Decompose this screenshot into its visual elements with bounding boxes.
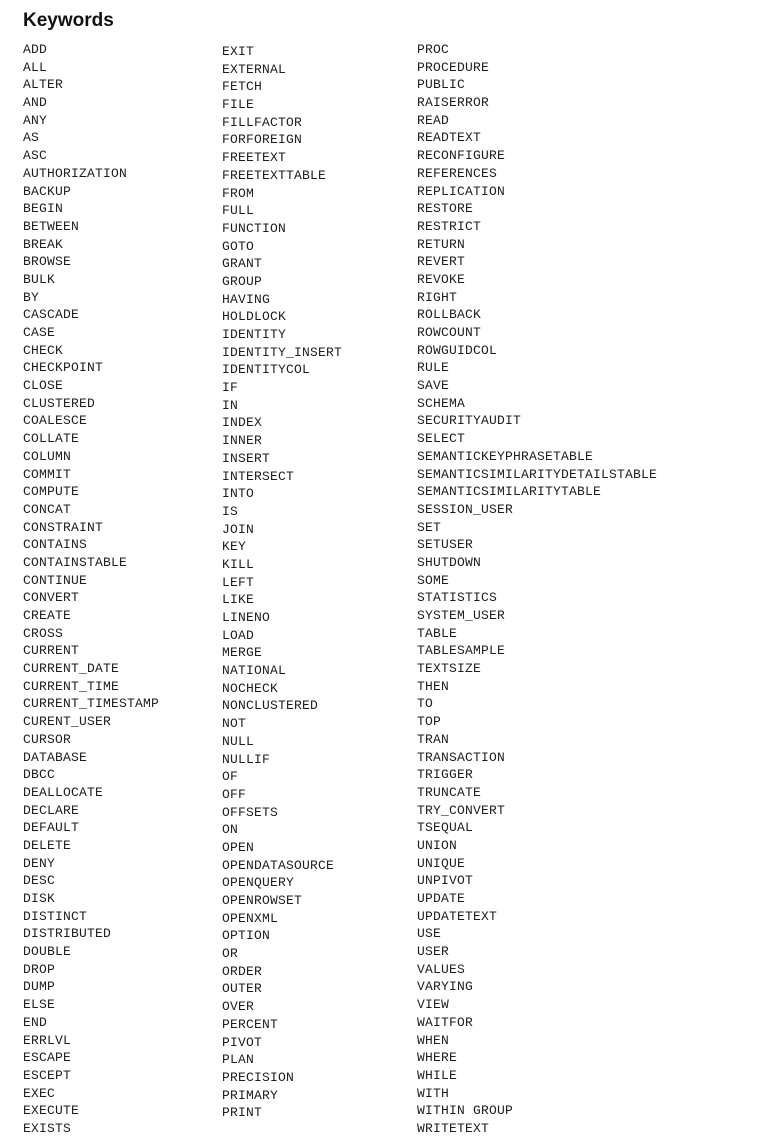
keyword-item: SHUTDOWN	[417, 554, 482, 570]
keyword-item: RETURN	[417, 236, 466, 252]
keyword-item: SETUSER	[417, 537, 474, 553]
keyword-item: FUNCTION	[222, 220, 287, 236]
keyword-item: SEMANTICSIMILARITYTABLE	[417, 484, 602, 500]
keyword-item: EXECUTE	[23, 1103, 80, 1119]
keyword-item: FREETEXTTABLE	[222, 167, 327, 183]
keyword-item: PRIMARY	[222, 1087, 279, 1103]
keyword-item: WITH	[417, 1085, 450, 1101]
keyword-item: ALL	[23, 59, 48, 75]
keyword-item: RECONFIGURE	[417, 148, 506, 164]
keyword-item: TRY_CONVERT	[417, 802, 506, 818]
keyword-item: FORFOREIGN	[222, 132, 303, 148]
keyword-item: DROP	[23, 961, 56, 977]
keyword-item: CHECKPOINT	[23, 360, 104, 376]
keyword-item: CREATE	[23, 608, 72, 623]
keyword-item: OPENQUERY	[222, 875, 295, 891]
keyword-item: IDENTITYCOL	[222, 362, 311, 378]
keyword-item: ESCEPT	[23, 1067, 72, 1083]
keyword-item: LEFT	[222, 574, 255, 590]
keyword-item: VIEW	[417, 997, 450, 1013]
keyword-item: TEXTSIZE	[417, 661, 482, 677]
keyword-item: IDENTITY_INSERT	[222, 344, 343, 360]
keyword-column-2	[222, 43, 342, 1122]
keyword-item: CLOSE	[23, 378, 64, 394]
keyword-item: IF	[222, 380, 239, 396]
keyword-item: DEFAULT	[23, 820, 80, 836]
keyword-item: OPENDATASOURCE	[222, 857, 335, 873]
keyword-item: FILLFACTOR	[222, 114, 303, 130]
keyword-item: JOIN	[222, 521, 255, 537]
keyword-item: EXTERNAL	[222, 61, 287, 77]
keyword-item: GRANT	[222, 256, 263, 272]
keyword-item: OPEN	[222, 839, 255, 855]
keyword-item: BREAK	[23, 236, 64, 252]
keyword-item: WITHIN GROUP	[417, 1103, 514, 1119]
keyword-item: ERRLVL	[23, 1032, 72, 1048]
keyword-item: DUMP	[23, 979, 56, 995]
keyword-item: OF	[222, 769, 239, 785]
keyword-column-1	[23, 41, 159, 1138]
keyword-item: PRECISION	[222, 1069, 295, 1085]
keyword-item: SYSTEM_USER	[417, 608, 506, 623]
keyword-item: HOLDLOCK	[222, 309, 287, 325]
keyword-item: READ	[417, 112, 450, 128]
keyword-item: RULE	[417, 360, 450, 376]
keyword-item: REVERT	[417, 254, 466, 270]
keyword-item: BETWEEN	[23, 218, 80, 234]
keyword-item: PIVOT	[222, 1034, 263, 1050]
keyword-item: NULLIF	[222, 751, 271, 767]
keyword-item: REFERENCES	[417, 165, 498, 181]
keyword-item: GOTO	[222, 238, 255, 254]
keyword-item: DATABASE	[23, 749, 88, 765]
keyword-item: KILL	[222, 556, 255, 572]
keyword-item: ESCAPE	[23, 1050, 72, 1066]
keyword-item: SCHEMA	[417, 395, 466, 411]
keyword-item: COALESCE	[23, 413, 88, 429]
keyword-item: OFFSETS	[222, 804, 279, 820]
keyword-item: DOUBLE	[23, 944, 72, 960]
keyword-item: MERGE	[222, 645, 263, 661]
keyword-item: BACKUP	[23, 183, 72, 199]
keyword-item: DESC	[23, 873, 56, 889]
keyword-item: ADD	[23, 42, 48, 57]
keyword-item: TRUNCATE	[417, 784, 482, 800]
keyword-item: REVOKE	[417, 271, 466, 287]
keyword-item: NATIONAL	[222, 663, 287, 679]
keyword-item: CONCAT	[23, 501, 72, 517]
keyword-item: CURRENT	[23, 643, 80, 659]
keyword-item: TRANSACTION	[417, 749, 506, 765]
keyword-item: SELECT	[417, 431, 466, 447]
keyword-item: LIKE	[222, 592, 255, 608]
keyword-item: SET	[417, 519, 442, 535]
keyword-item: NONCLUSTERED	[222, 698, 319, 714]
keyword-item: FULL	[222, 203, 255, 219]
keyword-item: WRITETEXT	[417, 1120, 490, 1136]
keyword-item: IN	[222, 397, 239, 413]
keyword-item: SEMANTICSIMILARITYDETAILSTABLE	[417, 466, 658, 482]
keyword-item: AND	[23, 95, 48, 111]
keyword-item: FREETEXT	[222, 150, 287, 166]
keyword-item: CLUSTERED	[23, 395, 96, 411]
keyword-item: UNION	[417, 837, 458, 853]
keyword-item: DENY	[23, 855, 56, 871]
keyword-item: CONVERT	[23, 590, 80, 606]
keyword-item: UPDATE	[417, 891, 466, 906]
keyword-item: USER	[417, 944, 450, 960]
keyword-item: ROLLBACK	[417, 307, 482, 323]
keyword-item: ELSE	[23, 997, 56, 1013]
keyword-item: READTEXT	[417, 130, 482, 146]
keyword-item: USE	[417, 926, 442, 942]
keyword-item: RAISERROR	[417, 95, 490, 111]
keyword-item: STATISTICS	[417, 590, 498, 606]
keyword-item: CONTINUE	[23, 572, 88, 588]
keyword-item: PRINT	[222, 1105, 263, 1121]
keyword-item: SESSION_USER	[417, 501, 514, 517]
keyword-item: CASE	[23, 325, 56, 340]
keyword-item: EXIT	[222, 44, 255, 59]
keyword-item: INTO	[222, 486, 255, 502]
keyword-item: BEGIN	[23, 201, 64, 217]
keyword-item: CURENT_USER	[23, 714, 112, 730]
page-title: Keywords	[23, 10, 114, 31]
keyword-item: VALUES	[417, 961, 466, 977]
keyword-item: UNIQUE	[417, 855, 466, 871]
keyword-item: BY	[23, 289, 40, 305]
keyword-item: COMMIT	[23, 466, 72, 482]
keyword-item: IS	[222, 503, 239, 519]
keyword-item: DELETE	[23, 837, 72, 853]
keyword-item: COLLATE	[23, 431, 80, 447]
keyword-item: INDEX	[222, 415, 263, 431]
keyword-item: RESTORE	[417, 201, 474, 217]
keyword-item: SOME	[417, 572, 450, 588]
keyword-item: FETCH	[222, 79, 263, 95]
keyword-item: UPDATETEXT	[417, 908, 498, 924]
keyword-item: OR	[222, 946, 239, 962]
keyword-item: IDENTITY	[222, 327, 287, 342]
keyword-item: KEY	[222, 539, 247, 555]
keyword-item: CROSS	[23, 625, 64, 641]
keyword-item: OPTION	[222, 928, 271, 944]
keyword-item: EXISTS	[23, 1120, 72, 1136]
keyword-item: DISTINCT	[23, 908, 88, 924]
keyword-item: VARYING	[417, 979, 474, 995]
keyword-item: TRIGGER	[417, 767, 474, 783]
keyword-item: OVER	[222, 999, 255, 1015]
keyword-item: PROC	[417, 42, 450, 57]
keyword-item: PROCEDURE	[417, 59, 490, 75]
keyword-item: DEALLOCATE	[23, 784, 104, 800]
keyword-item: HAVING	[222, 291, 271, 307]
keyword-item: CASCADE	[23, 307, 80, 323]
keyword-item: BULK	[23, 271, 56, 287]
keyword-item: GROUP	[222, 273, 263, 289]
keyword-item: THEN	[417, 678, 450, 694]
keyword-item: COMPUTE	[23, 484, 80, 500]
keyword-item: NULL	[222, 733, 255, 749]
keyword-item: TO	[417, 696, 434, 712]
keyword-item: ON	[222, 822, 239, 838]
keyword-item: CURRENT_TIMESTAMP	[23, 696, 160, 712]
keyword-item: WHEN	[417, 1032, 450, 1048]
keyword-item: DBCC	[23, 767, 56, 783]
keyword-item: FROM	[222, 185, 255, 201]
keyword-item: CURRENT_TIME	[23, 678, 120, 694]
keyword-item: WHERE	[417, 1050, 458, 1066]
keyword-item: COLUMN	[23, 448, 72, 464]
keyword-item: SEMANTICKEYPHRASETABLE	[417, 448, 594, 464]
keyword-item: CURRENT_DATE	[23, 661, 120, 677]
keyword-item: ASC	[23, 148, 48, 164]
keyword-item: OUTER	[222, 981, 263, 997]
keyword-item: DISK	[23, 891, 56, 906]
keyword-item: NOT	[222, 716, 247, 732]
keyword-item: INTERSECT	[222, 468, 295, 484]
keyword-item: TOP	[417, 714, 442, 730]
keyword-item: AS	[23, 130, 40, 146]
keyword-item: SAVE	[417, 378, 450, 394]
keyword-item: LOAD	[222, 627, 255, 643]
keyword-item: SECURITYAUDIT	[417, 413, 522, 429]
keyword-item: RIGHT	[417, 289, 458, 305]
keyword-item: TABLE	[417, 625, 458, 641]
keyword-item: CONTAINS	[23, 537, 88, 553]
keyword-item: EXEC	[23, 1085, 56, 1101]
keyword-item: TABLESAMPLE	[417, 643, 506, 659]
keyword-item: PUBLIC	[417, 77, 466, 93]
keyword-item: ROWGUIDCOL	[417, 342, 498, 358]
keyword-item: BROWSE	[23, 254, 72, 270]
keyword-item: REPLICATION	[417, 183, 506, 199]
keyword-item: OPENROWSET	[222, 893, 303, 908]
keyword-item: INNER	[222, 433, 263, 449]
keyword-item: OPENXML	[222, 910, 279, 926]
keyword-item: AUTHORIZATION	[23, 165, 128, 181]
keyword-item: INSERT	[222, 450, 271, 466]
keyword-item: PERCENT	[222, 1016, 279, 1032]
keyword-item: OFF	[222, 786, 247, 802]
keyword-item: ANY	[23, 112, 48, 128]
keyword-item: CONTAINSTABLE	[23, 554, 128, 570]
keyword-item: NOCHECK	[222, 680, 279, 696]
keyword-item: ALTER	[23, 77, 64, 93]
keyword-item: CURSOR	[23, 731, 72, 747]
keyword-item: UNPIVOT	[417, 873, 474, 889]
keyword-item: FILE	[222, 97, 255, 113]
keyword-item: DISTRIBUTED	[23, 926, 112, 942]
keyword-item: TSEQUAL	[417, 820, 474, 836]
keyword-item: TRAN	[417, 731, 450, 747]
keyword-column-3	[417, 41, 657, 1138]
keyword-item: LINENO	[222, 610, 271, 625]
keyword-item: ORDER	[222, 963, 263, 979]
keyword-item: PLAN	[222, 1052, 255, 1068]
keyword-item: END	[23, 1014, 48, 1030]
keyword-item: WAITFOR	[417, 1014, 474, 1030]
keyword-item: WHILE	[417, 1067, 458, 1083]
keyword-item: RESTRICT	[417, 218, 482, 234]
keyword-item: CHECK	[23, 342, 64, 358]
keyword-item: ROWCOUNT	[417, 325, 482, 340]
keyword-item: CONSTRAINT	[23, 519, 104, 535]
keyword-item: DECLARE	[23, 802, 80, 818]
